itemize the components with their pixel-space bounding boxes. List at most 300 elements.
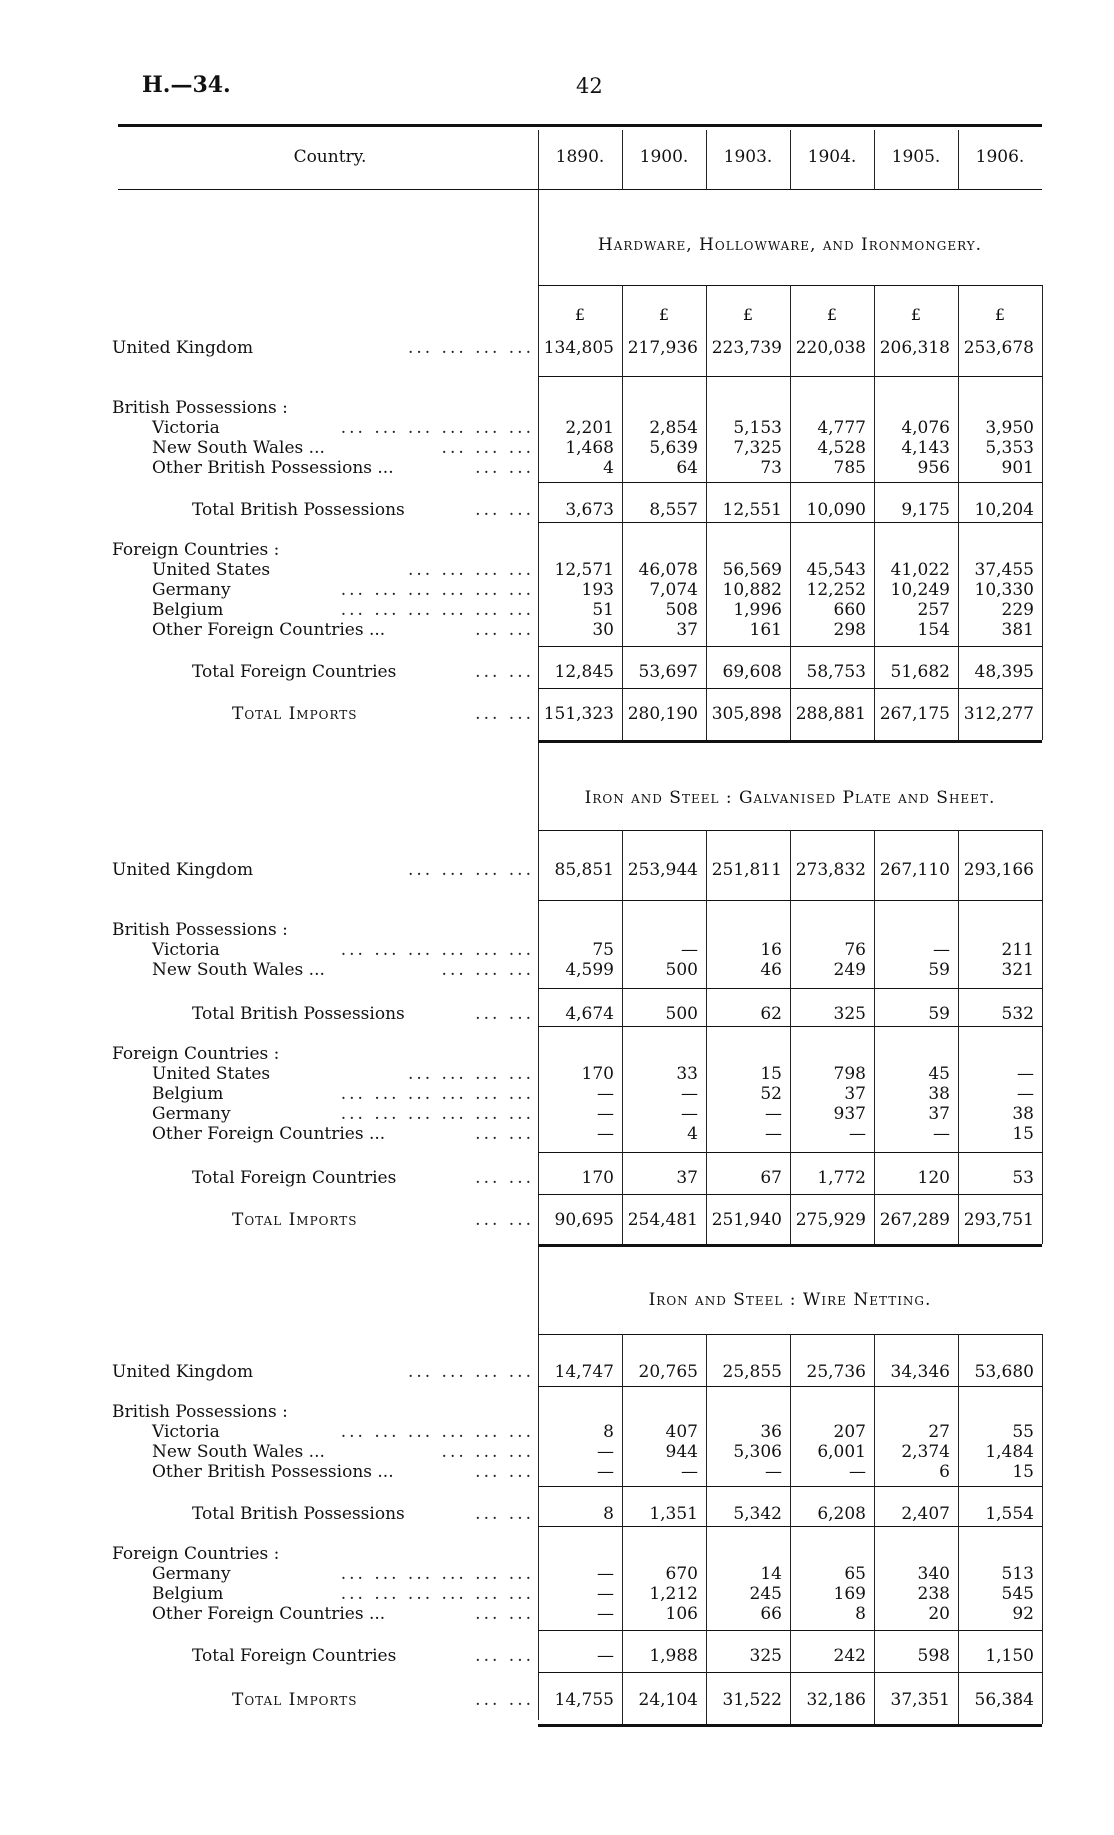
currency-symbol: £ bbox=[994, 305, 1006, 324]
table-cell: 64 bbox=[676, 458, 698, 478]
table-cell: 381 bbox=[1001, 620, 1034, 640]
table-cell: — bbox=[933, 1124, 950, 1144]
table-cell: — bbox=[681, 1104, 698, 1124]
column-header-country: Country. bbox=[293, 147, 367, 167]
leader-dots: ... ... ... ... ... ... bbox=[340, 1584, 534, 1604]
table-cell: 38 bbox=[1012, 1104, 1034, 1124]
table-cell: 66 bbox=[760, 1604, 782, 1624]
table-cell: 1,988 bbox=[649, 1646, 698, 1666]
row-label: New South Wales ... bbox=[152, 960, 325, 980]
row-label: United States bbox=[152, 1064, 271, 1084]
table-row bbox=[0, 580, 1114, 600]
table-cell: 660 bbox=[833, 600, 866, 620]
table-cell: 25,736 bbox=[806, 1362, 866, 1382]
table-cell: 956 bbox=[917, 458, 950, 478]
row-label: Total Imports bbox=[232, 1690, 358, 1710]
table-row bbox=[0, 1504, 1114, 1524]
table-cell: 120 bbox=[917, 1168, 950, 1188]
table-row bbox=[0, 1544, 1114, 1564]
table-cell: — bbox=[765, 1104, 782, 1124]
row-label: British Possessions : bbox=[112, 398, 288, 418]
table-cell: 293,166 bbox=[963, 860, 1034, 880]
table-row bbox=[0, 960, 1114, 980]
table-cell: 407 bbox=[665, 1422, 698, 1442]
column-header-year: 1905. bbox=[891, 147, 941, 167]
table-cell: 90,695 bbox=[554, 1210, 614, 1230]
table-cell: 37 bbox=[928, 1104, 950, 1124]
table-cell: — bbox=[597, 1084, 614, 1104]
table-cell: 37 bbox=[676, 620, 698, 640]
leader-dots: ... ... bbox=[475, 1124, 534, 1144]
table-row bbox=[0, 1442, 1114, 1462]
column-header-year: 1903. bbox=[723, 147, 773, 167]
leader-dots: ... ... ... ... ... ... bbox=[340, 580, 534, 600]
table-cell: — bbox=[681, 1084, 698, 1104]
row-label: United States bbox=[152, 560, 271, 580]
table-cell: 1,212 bbox=[649, 1584, 698, 1604]
table-cell: 2,854 bbox=[649, 418, 698, 438]
leader-dots: ... ... bbox=[475, 1646, 534, 1666]
row-label: Belgium bbox=[152, 600, 224, 620]
table-cell: 30 bbox=[592, 620, 614, 640]
table-cell: 325 bbox=[749, 1646, 782, 1666]
table-cell: 8,557 bbox=[649, 500, 698, 520]
table-cell: 73 bbox=[760, 458, 782, 478]
table-cell: 1,351 bbox=[649, 1504, 698, 1524]
table-cell: — bbox=[597, 1604, 614, 1624]
table-row bbox=[0, 1124, 1114, 1144]
table-cell: 58,753 bbox=[806, 662, 866, 682]
row-label: Total Imports bbox=[232, 1210, 358, 1230]
table-cell: — bbox=[597, 1124, 614, 1144]
table-cell: 1,150 bbox=[985, 1646, 1034, 1666]
leader-dots: ... ... ... ... bbox=[407, 338, 534, 358]
table-cell: 229 bbox=[1001, 600, 1034, 620]
currency-symbol: £ bbox=[910, 305, 922, 324]
leader-dots: ... ... ... ... ... ... bbox=[340, 418, 534, 438]
table-cell: 670 bbox=[665, 1564, 698, 1584]
table-row bbox=[0, 1584, 1114, 1604]
table-cell: 5,639 bbox=[649, 438, 698, 458]
table-cell: 12,571 bbox=[554, 560, 614, 580]
table-row bbox=[0, 418, 1114, 438]
leader-dots: ... ... ... bbox=[441, 438, 534, 458]
table-cell: 69,608 bbox=[722, 662, 782, 682]
table-cell: 37,351 bbox=[890, 1690, 950, 1710]
table-cell: 48,395 bbox=[974, 662, 1034, 682]
table-cell: 1,468 bbox=[565, 438, 614, 458]
table-cell: 267,110 bbox=[879, 860, 950, 880]
table-cell: 321 bbox=[1001, 960, 1034, 980]
table-cell: 8 bbox=[603, 1422, 614, 1442]
table-cell: 6,001 bbox=[817, 1442, 866, 1462]
table-row bbox=[0, 1104, 1114, 1124]
table-cell: 37 bbox=[676, 1168, 698, 1188]
table-row bbox=[0, 1564, 1114, 1584]
table-cell: 4 bbox=[603, 458, 614, 478]
table-cell: 257 bbox=[917, 600, 950, 620]
table-cell: 15 bbox=[1012, 1462, 1034, 1482]
table-cell: 5,306 bbox=[733, 1442, 782, 1462]
table-column-divider bbox=[874, 130, 875, 190]
table-cell: 532 bbox=[1001, 1004, 1034, 1024]
table-cell: 340 bbox=[917, 1564, 950, 1584]
table-cell: 33 bbox=[676, 1064, 698, 1084]
table-cell: — bbox=[849, 1462, 866, 1482]
table-cell: 15 bbox=[760, 1064, 782, 1084]
table-cell: 267,289 bbox=[879, 1210, 950, 1230]
table-column-divider bbox=[622, 130, 623, 190]
table-column-divider bbox=[706, 130, 707, 190]
leader-dots: ... ... ... ... bbox=[407, 560, 534, 580]
currency-symbol: £ bbox=[826, 305, 838, 324]
section-bottom-rule bbox=[538, 1724, 1042, 1727]
row-label: Other Foreign Countries ... bbox=[152, 1124, 386, 1144]
table-row bbox=[0, 1168, 1114, 1188]
table-cell: 169 bbox=[833, 1584, 866, 1604]
row-label: Foreign Countries : bbox=[112, 540, 280, 560]
table-cell: 220,038 bbox=[795, 338, 866, 358]
table-cell: 24,104 bbox=[638, 1690, 698, 1710]
table-cell: 15 bbox=[1012, 1124, 1034, 1144]
table-cell: 312,277 bbox=[963, 704, 1034, 724]
section-bottom-rule bbox=[538, 1244, 1042, 1247]
table-cell: 785 bbox=[833, 458, 866, 478]
row-label: British Possessions : bbox=[112, 920, 288, 940]
table-cell: 134,805 bbox=[543, 338, 614, 358]
row-label: United Kingdom bbox=[112, 1362, 254, 1382]
leader-dots: ... ... ... ... bbox=[407, 860, 534, 880]
table-cell: 1,484 bbox=[985, 1442, 1034, 1462]
table-cell: 7,074 bbox=[649, 580, 698, 600]
table-cell: 1,996 bbox=[733, 600, 782, 620]
row-label: Victoria bbox=[152, 418, 220, 438]
table-cell: 5,342 bbox=[733, 1504, 782, 1524]
table-row bbox=[0, 1646, 1114, 1666]
table-cell: 6 bbox=[939, 1462, 950, 1482]
table-cell: 6,208 bbox=[817, 1504, 866, 1524]
table-cell: 4,674 bbox=[565, 1004, 614, 1024]
leader-dots: ... ... ... ... ... ... bbox=[340, 1564, 534, 1584]
table-cell: — bbox=[1017, 1064, 1034, 1084]
leader-dots: ... ... bbox=[475, 1210, 534, 1230]
table-cell: — bbox=[765, 1124, 782, 1144]
table-cell: 161 bbox=[749, 620, 782, 640]
leader-dots: ... ... bbox=[475, 1462, 534, 1482]
table-cell: 10,090 bbox=[806, 500, 866, 520]
table-cell: 1,554 bbox=[985, 1504, 1034, 1524]
table-cell: 254,481 bbox=[627, 1210, 698, 1230]
table-row bbox=[0, 1064, 1114, 1084]
leader-dots: ... ... ... ... ... ... bbox=[340, 1104, 534, 1124]
table-cell: 38 bbox=[928, 1084, 950, 1104]
table-cell: 53 bbox=[1012, 1168, 1034, 1188]
table-cell: 10,249 bbox=[890, 580, 950, 600]
table-cell: — bbox=[597, 1442, 614, 1462]
leader-dots: ... ... bbox=[475, 1168, 534, 1188]
table-cell: 500 bbox=[665, 960, 698, 980]
page-number: 42 bbox=[576, 74, 603, 98]
row-label: Total British Possessions bbox=[192, 1504, 405, 1524]
table-cell: 206,318 bbox=[879, 338, 950, 358]
row-label: Other Foreign Countries ... bbox=[152, 1604, 386, 1624]
table-row bbox=[0, 1044, 1114, 1064]
table-cell: 14 bbox=[760, 1564, 782, 1584]
row-label: Other British Possessions ... bbox=[152, 458, 394, 478]
table-cell: 25,855 bbox=[722, 1362, 782, 1382]
row-label: Foreign Countries : bbox=[112, 1044, 280, 1064]
leader-dots: ... ... ... bbox=[441, 1442, 534, 1462]
table-cell: 513 bbox=[1001, 1564, 1034, 1584]
table-row bbox=[0, 438, 1114, 458]
table-cell: 27 bbox=[928, 1422, 950, 1442]
table-row bbox=[0, 1690, 1114, 1710]
table-cell: — bbox=[933, 940, 950, 960]
table-row bbox=[0, 662, 1114, 682]
table-cell: 56,569 bbox=[722, 560, 782, 580]
table-cell: — bbox=[597, 1104, 614, 1124]
leader-dots: ... ... bbox=[475, 662, 534, 682]
leader-dots: ... ... ... ... ... ... bbox=[340, 1084, 534, 1104]
table-cell: — bbox=[597, 1462, 614, 1482]
table-cell: 4,143 bbox=[901, 438, 950, 458]
table-cell: 14,747 bbox=[554, 1362, 614, 1382]
table-cell: 251,940 bbox=[711, 1210, 782, 1230]
table-cell: 7,325 bbox=[733, 438, 782, 458]
table-row bbox=[0, 398, 1114, 418]
table-cell: 10,330 bbox=[974, 580, 1034, 600]
table-cell: 170 bbox=[581, 1064, 614, 1084]
table-cell: 67 bbox=[760, 1168, 782, 1188]
table-cell: 325 bbox=[833, 1004, 866, 1024]
table-cell: 2,374 bbox=[901, 1442, 950, 1462]
table-row bbox=[0, 940, 1114, 960]
table-cell: 65 bbox=[844, 1564, 866, 1584]
table-cell: 305,898 bbox=[711, 704, 782, 724]
table-row bbox=[0, 540, 1114, 560]
table-row bbox=[0, 860, 1114, 880]
table-cell: 545 bbox=[1001, 1584, 1034, 1604]
table-cell: 1,772 bbox=[817, 1168, 866, 1188]
column-header-year: 1900. bbox=[639, 147, 689, 167]
table-cell: 253,944 bbox=[627, 860, 698, 880]
row-label: Victoria bbox=[152, 1422, 220, 1442]
table-cell: — bbox=[849, 1124, 866, 1144]
row-label: Belgium bbox=[152, 1584, 224, 1604]
leader-dots: ... ... bbox=[475, 1004, 534, 1024]
leader-dots: ... ... ... ... ... ... bbox=[340, 940, 534, 960]
table-column-divider bbox=[790, 130, 791, 190]
table-row bbox=[0, 458, 1114, 478]
table-cell: 14,755 bbox=[554, 1690, 614, 1710]
table-cell: 267,175 bbox=[879, 704, 950, 724]
table-row bbox=[0, 500, 1114, 520]
table-cell: 59 bbox=[928, 1004, 950, 1024]
table-cell: 52 bbox=[760, 1084, 782, 1104]
table-cell: 5,153 bbox=[733, 418, 782, 438]
table-cell: 500 bbox=[665, 1004, 698, 1024]
table-cell: — bbox=[681, 1462, 698, 1482]
table-cell: 51,682 bbox=[890, 662, 950, 682]
currency-symbol: £ bbox=[658, 305, 670, 324]
row-label: Total British Possessions bbox=[192, 500, 405, 520]
table-cell: 170 bbox=[581, 1168, 614, 1188]
table-cell: 16 bbox=[760, 940, 782, 960]
table-cell: 62 bbox=[760, 1004, 782, 1024]
table-cell: 154 bbox=[917, 620, 950, 640]
table-row bbox=[0, 1422, 1114, 1442]
table-cell: 288,881 bbox=[795, 704, 866, 724]
row-label: Other British Possessions ... bbox=[152, 1462, 394, 1482]
table-cell: 238 bbox=[917, 1584, 950, 1604]
leader-dots: ... ... bbox=[475, 1504, 534, 1524]
section-title: Iron and Steel : Galvanised Plate and Sheet. bbox=[584, 788, 996, 808]
row-label: Victoria bbox=[152, 940, 220, 960]
table-cell: 2,407 bbox=[901, 1504, 950, 1524]
table-cell: 9,175 bbox=[901, 500, 950, 520]
table-row bbox=[0, 1604, 1114, 1624]
row-label: Foreign Countries : bbox=[112, 1544, 280, 1564]
table-cell: 37 bbox=[844, 1084, 866, 1104]
table-cell: 4 bbox=[687, 1124, 698, 1144]
table-cell: 53,697 bbox=[638, 662, 698, 682]
document-reference: H.—34. bbox=[142, 72, 231, 98]
table-row bbox=[0, 1402, 1114, 1422]
leader-dots: ... ... bbox=[475, 704, 534, 724]
leader-dots: ... ... bbox=[475, 1604, 534, 1624]
table-cell: — bbox=[597, 1646, 614, 1666]
row-label: Germany bbox=[152, 1104, 231, 1124]
table-cell: 151,323 bbox=[543, 704, 614, 724]
table-cell: 211 bbox=[1001, 940, 1034, 960]
table-cell: 298 bbox=[833, 620, 866, 640]
table-row bbox=[0, 1210, 1114, 1230]
table-cell: 4,528 bbox=[817, 438, 866, 458]
leader-dots: ... ... bbox=[475, 458, 534, 478]
section-bottom-rule bbox=[538, 740, 1042, 743]
row-label: Germany bbox=[152, 1564, 231, 1584]
table-cell: 223,739 bbox=[711, 338, 782, 358]
table-cell: 106 bbox=[665, 1604, 698, 1624]
row-label: Total British Possessions bbox=[192, 1004, 405, 1024]
leader-dots: ... ... bbox=[475, 500, 534, 520]
table-row bbox=[0, 1362, 1114, 1382]
leader-dots: ... ... ... ... ... ... bbox=[340, 1422, 534, 1442]
table-cell: 4,599 bbox=[565, 960, 614, 980]
table-cell: 598 bbox=[917, 1646, 950, 1666]
table-cell: 242 bbox=[833, 1646, 866, 1666]
table-cell: 45,543 bbox=[806, 560, 866, 580]
table-cell: 293,751 bbox=[963, 1210, 1034, 1230]
table-cell: — bbox=[681, 940, 698, 960]
column-header-year: 1890. bbox=[555, 147, 605, 167]
row-label: British Possessions : bbox=[112, 1402, 288, 1422]
currency-symbol: £ bbox=[742, 305, 754, 324]
header-bottom-rule bbox=[118, 189, 1042, 190]
table-cell: 41,022 bbox=[890, 560, 950, 580]
table-cell: — bbox=[765, 1462, 782, 1482]
column-header-year: 1906. bbox=[975, 147, 1025, 167]
table-cell: 31,522 bbox=[722, 1690, 782, 1710]
table-cell: 85,851 bbox=[554, 860, 614, 880]
table-row bbox=[0, 600, 1114, 620]
table-cell: 59 bbox=[928, 960, 950, 980]
table-cell: 12,551 bbox=[722, 500, 782, 520]
table-cell: 2,201 bbox=[565, 418, 614, 438]
top-rule bbox=[118, 124, 1042, 127]
table-cell: 901 bbox=[1001, 458, 1034, 478]
table-row bbox=[0, 920, 1114, 940]
section-title: Hardware, Hollowware, and Ironmongery. bbox=[597, 235, 983, 255]
section-title: Iron and Steel : Wire Netting. bbox=[648, 1290, 932, 1310]
table-cell: 53,680 bbox=[974, 1362, 1034, 1382]
table-row bbox=[0, 560, 1114, 580]
row-label: United Kingdom bbox=[112, 338, 254, 358]
table-row bbox=[0, 1462, 1114, 1482]
leader-dots: ... ... ... ... bbox=[407, 1362, 534, 1382]
currency-symbol: £ bbox=[574, 305, 586, 324]
table-cell: 193 bbox=[581, 580, 614, 600]
table-cell: 944 bbox=[665, 1442, 698, 1462]
table-cell: 51 bbox=[592, 600, 614, 620]
table-cell: 8 bbox=[603, 1504, 614, 1524]
table-cell: 4,777 bbox=[817, 418, 866, 438]
table-cell: — bbox=[597, 1584, 614, 1604]
table-cell: 36 bbox=[760, 1422, 782, 1442]
row-label: Total Foreign Countries bbox=[192, 1646, 397, 1666]
row-label: New South Wales ... bbox=[152, 438, 325, 458]
row-label: United Kingdom bbox=[112, 860, 254, 880]
table-cell: 37,455 bbox=[974, 560, 1034, 580]
table-cell: 217,936 bbox=[627, 338, 698, 358]
table-cell: 8 bbox=[855, 1604, 866, 1624]
table-cell: 56,384 bbox=[974, 1690, 1034, 1710]
table-cell: 76 bbox=[844, 940, 866, 960]
table-cell: 92 bbox=[1012, 1604, 1034, 1624]
table-cell: 275,929 bbox=[795, 1210, 866, 1230]
column-header-year: 1904. bbox=[807, 147, 857, 167]
table-cell: 3,673 bbox=[565, 500, 614, 520]
leader-dots: ... ... bbox=[475, 1690, 534, 1710]
table-cell: 10,204 bbox=[974, 500, 1034, 520]
table-cell: 12,845 bbox=[554, 662, 614, 682]
table-cell: 45 bbox=[928, 1064, 950, 1084]
table-cell: 798 bbox=[833, 1064, 866, 1084]
table-row bbox=[0, 704, 1114, 724]
row-label: Total Foreign Countries bbox=[192, 1168, 397, 1188]
table-cell: 273,832 bbox=[795, 860, 866, 880]
table-cell: — bbox=[1017, 1084, 1034, 1104]
table-cell: 46 bbox=[760, 960, 782, 980]
table-cell: 32,186 bbox=[806, 1690, 866, 1710]
row-label: Belgium bbox=[152, 1084, 224, 1104]
row-label: Other Foreign Countries ... bbox=[152, 620, 386, 640]
table-row bbox=[0, 620, 1114, 640]
table-cell: 4,076 bbox=[901, 418, 950, 438]
table-cell: 3,950 bbox=[985, 418, 1034, 438]
row-label: New South Wales ... bbox=[152, 1442, 325, 1462]
leader-dots: ... ... ... bbox=[441, 960, 534, 980]
table-cell: 10,882 bbox=[722, 580, 782, 600]
table-cell: 280,190 bbox=[627, 704, 698, 724]
table-cell: 34,346 bbox=[890, 1362, 950, 1382]
table-cell: 249 bbox=[833, 960, 866, 980]
table-cell: — bbox=[597, 1564, 614, 1584]
table-cell: 20 bbox=[928, 1604, 950, 1624]
table-cell: 937 bbox=[833, 1104, 866, 1124]
table-cell: 253,678 bbox=[963, 338, 1034, 358]
table-cell: 20,765 bbox=[638, 1362, 698, 1382]
